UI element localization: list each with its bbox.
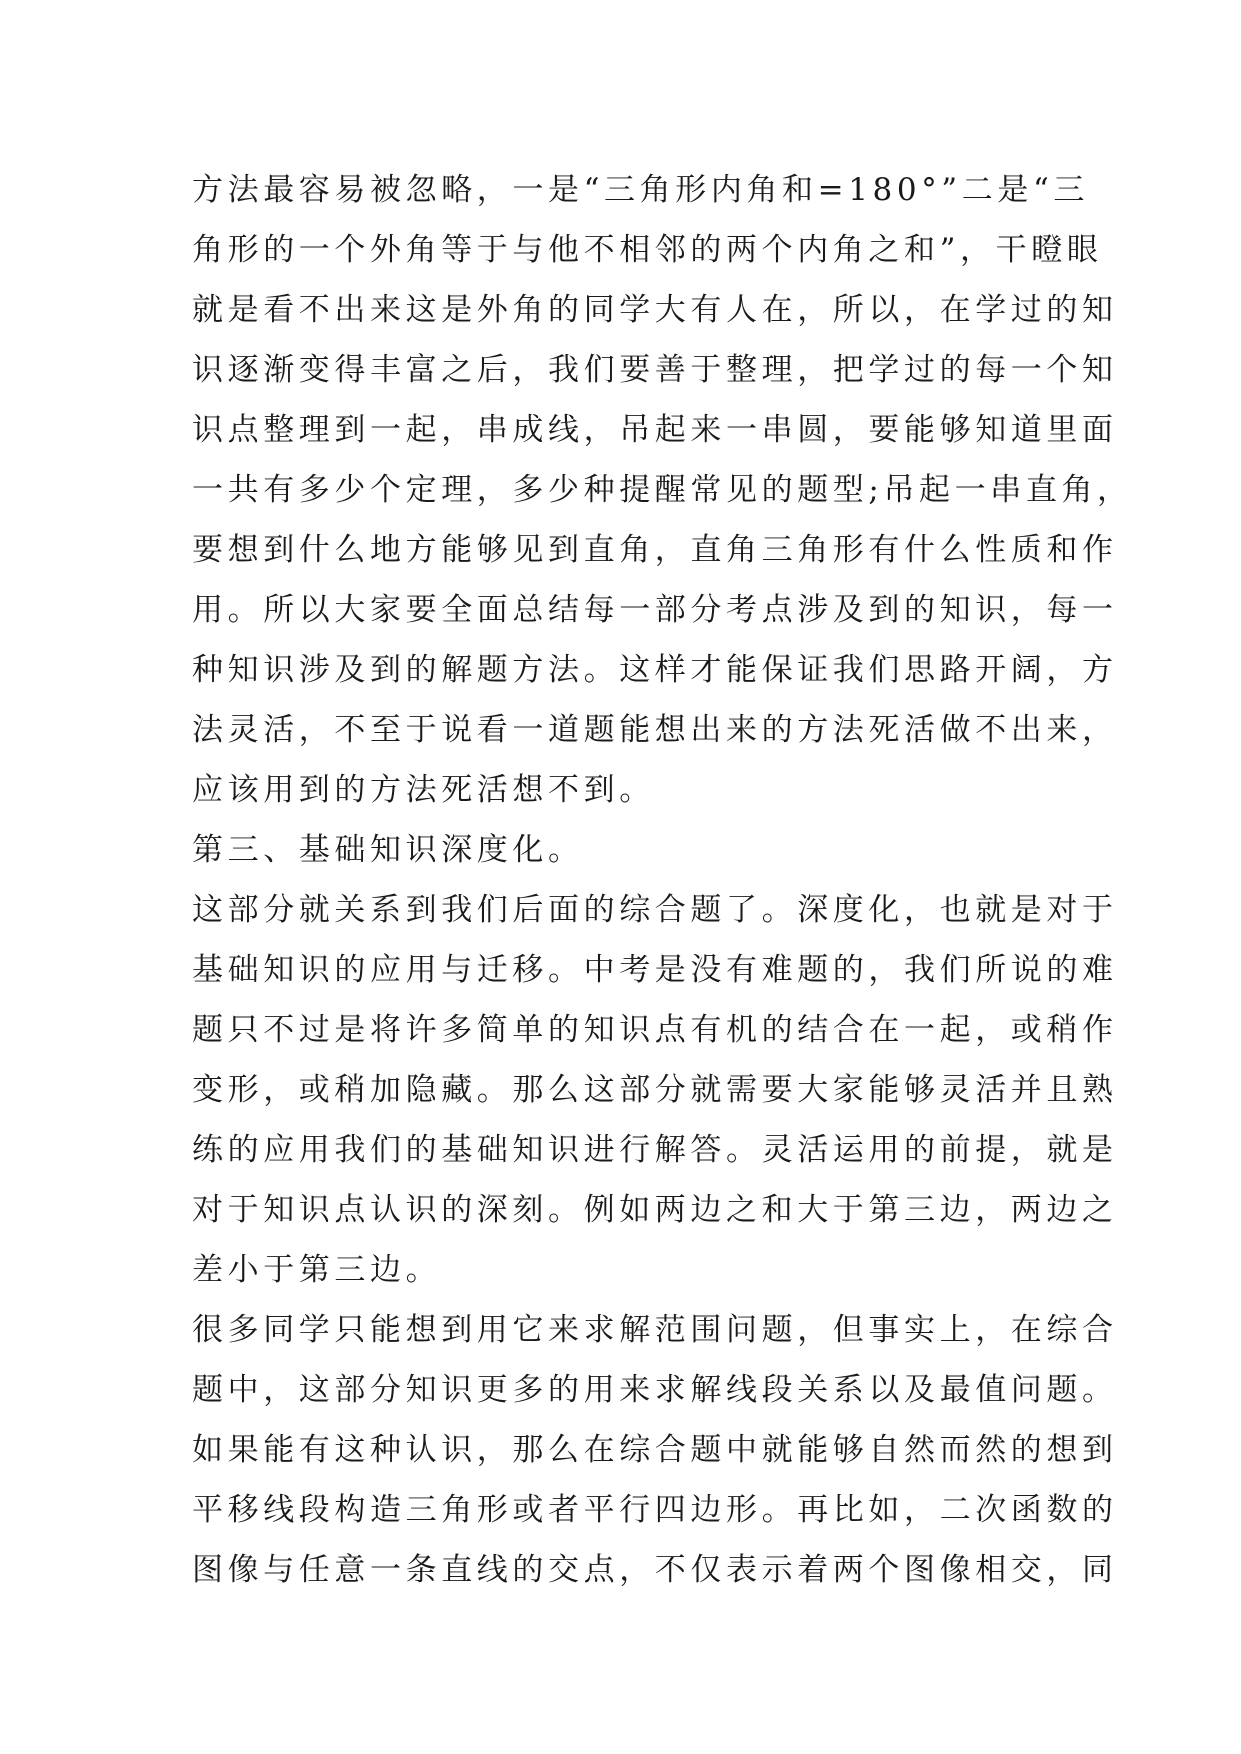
text-line: 识逐渐变得丰富之后，我们要善于整理，把学过的每一个知: [192, 352, 1118, 388]
text-line: 对于知识点认识的深刻。例如两边之和大于第三边，两边之: [192, 1192, 1118, 1228]
text-line: 要想到什么地方能够见到直角，直角三角形有什么性质和作: [192, 532, 1118, 568]
text-line: 练的应用我们的基础知识进行解答。灵活运用的前提，就是: [192, 1132, 1118, 1168]
text-line: 平移线段构造三角形或者平行四边形。再比如，二次函数的: [192, 1492, 1118, 1528]
text-line: 角形的一个外角等于与他不相邻的两个内角之和”，干瞪眼: [192, 232, 1103, 268]
body-text: [192, 160, 1133, 1600]
text-line: 应该用到的方法死活想不到。: [192, 772, 655, 808]
text-line: 图像与任意一条直线的交点，不仅表示着两个图像相交，同: [192, 1552, 1118, 1588]
text-line: 识点整理到一起，串成线，吊起来一串圆，要能够知道里面: [192, 412, 1118, 448]
text-line: 方法最容易被忽略，一是“三角形内角和=180°”二是“三: [192, 172, 1089, 208]
text-line: 这部分就关系到我们后面的综合题了。深度化，也就是对于: [192, 892, 1118, 928]
text-line: 差小于第三边。: [192, 1252, 442, 1288]
text-line: 一共有多少个定理，多少种提醒常见的题型;吊起一串直角，: [192, 472, 1133, 508]
text-line: 很多同学只能想到用它来求解范围问题，但事实上，在综合: [192, 1312, 1118, 1348]
section-heading: 第三、基础知识深度化。: [192, 832, 584, 868]
text-line: 法灵活，不至于说看一道题能想出来的方法死活做不出来，: [192, 712, 1118, 748]
text-line: 如果能有这种认识，那么在综合题中就能够自然而然的想到: [192, 1432, 1118, 1468]
text-line: 题中，这部分知识更多的用来求解线段关系以及最值问题。: [192, 1372, 1118, 1408]
text-line: 基础知识的应用与迁移。中考是没有难题的，我们所说的难: [192, 952, 1118, 988]
text-line: 种知识涉及到的解题方法。这样才能保证我们思路开阔，方: [192, 652, 1118, 688]
text-line: 就是看不出来这是外角的同学大有人在，所以，在学过的知: [192, 292, 1118, 328]
text-line: 题只不过是将许多简单的知识点有机的结合在一起，或稍作: [192, 1012, 1118, 1048]
text-line: 用。所以大家要全面总结每一部分考点涉及到的知识，每一: [192, 592, 1118, 628]
text-line: 变形，或稍加隐藏。那么这部分就需要大家能够灵活并且熟: [192, 1072, 1118, 1108]
